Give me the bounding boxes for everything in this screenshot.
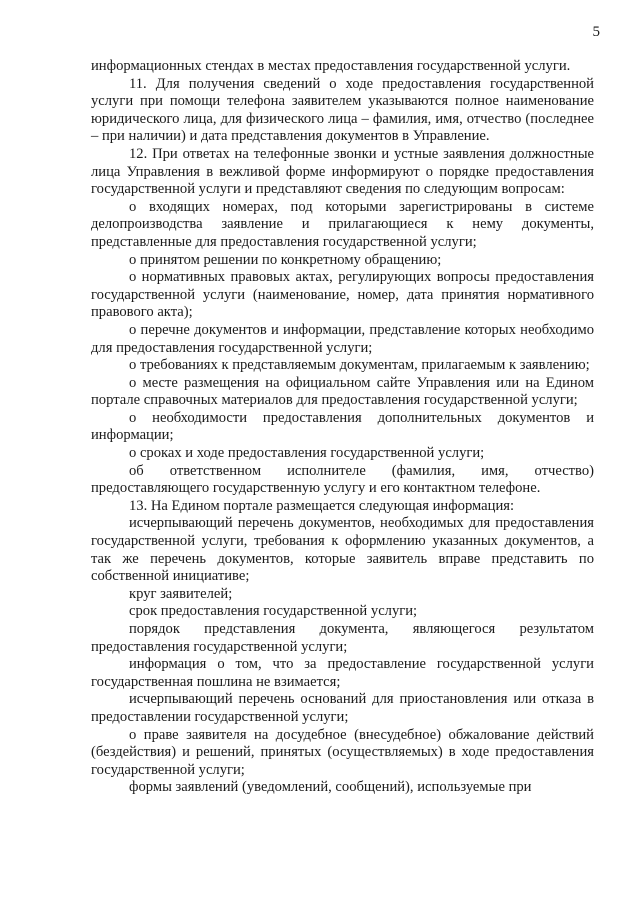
list-item: о праве заявителя на досудебное (внесудебное) обжалование действий (бездействия) и решений, принятых (осуществляемых) в ходе предоставления государственной услуги; [91,726,594,778]
list-item: срок предоставления государственной услуги; [129,603,418,620]
list-item: о требованиях к представляемым документам, прилагаемым к заявлению; [129,357,590,374]
document-body [91,58,594,797]
list-item: об ответственном исполнителе (фамилия, имя, отчество) предоставляющего государственную услугу и его контактном телефоне. [91,462,594,497]
list-item: порядок представления документа, являющегося результатом предоставления государственной услуги; [91,621,594,655]
list-item: о сроках и ходе предоставления государственной услуги; [129,445,485,462]
list-item: о принятом решении по конкретному обращению; [129,251,442,268]
list-item: о входящих номерах, под которыми зарегистрированы в системе делопроизводства заявление и прилагающиеся к нему документы, представленные для предоставления государственной услуги; [91,198,594,250]
list-item: исчерпывающий перечень документов, необходимых для предоставления государственной услуги, требования к оформлению указанных документов, а так же перечень документов, которые заявитель вправе представить по собственной инициативе; [91,515,594,585]
paragraph: информационных стендах в местах предоставления государственной услуги. [91,58,571,74]
list-item: формы заявлений (уведомлений, сообщений), используемые при [129,779,532,796]
list-item: о перечне документов и информации, представление которых необходимо для предоставления государственной услуги; [91,321,594,356]
list-item: исчерпывающий перечень оснований для приостановления или отказа в предоставлении государственной услуги; [91,691,594,725]
list-item: о нормативных правовых актах, регулирующих вопросы предоставления государственной услуги (наименование, номер, дата принятия нормативного правового акта); [91,269,594,321]
paragraph: 13. На Едином портале размещается следующая информация: [129,497,515,514]
list-item: информация о том, что за предоставление государственной услуги государственная пошлина не взимается; [91,656,594,690]
paragraph: 12. При ответах на телефонные звонки и устные заявления должностные лица Управления в вежливой форме информируют о порядке предоставления государственной услуги и представляют сведения по следующим вопросам: [91,145,594,198]
list-item: о необходимости предоставления дополнительных документов и информации; [91,409,594,444]
paragraph: 11. Для получения сведений о ходе предоставления государственной услуги при помощи телефона заявителем указываются полное наименование юридического лица, для физического лица – фамилия, имя, отчество (последнее – при наличии) и дата представления документов в Управление. [91,75,594,145]
page-number: 5 [592,24,600,40]
list-item: о месте размещения на официальном сайте Управления или на Едином портале справочных материалов для предоставления государственной услуги; [91,374,594,409]
list-item: круг заявителей; [129,585,233,602]
